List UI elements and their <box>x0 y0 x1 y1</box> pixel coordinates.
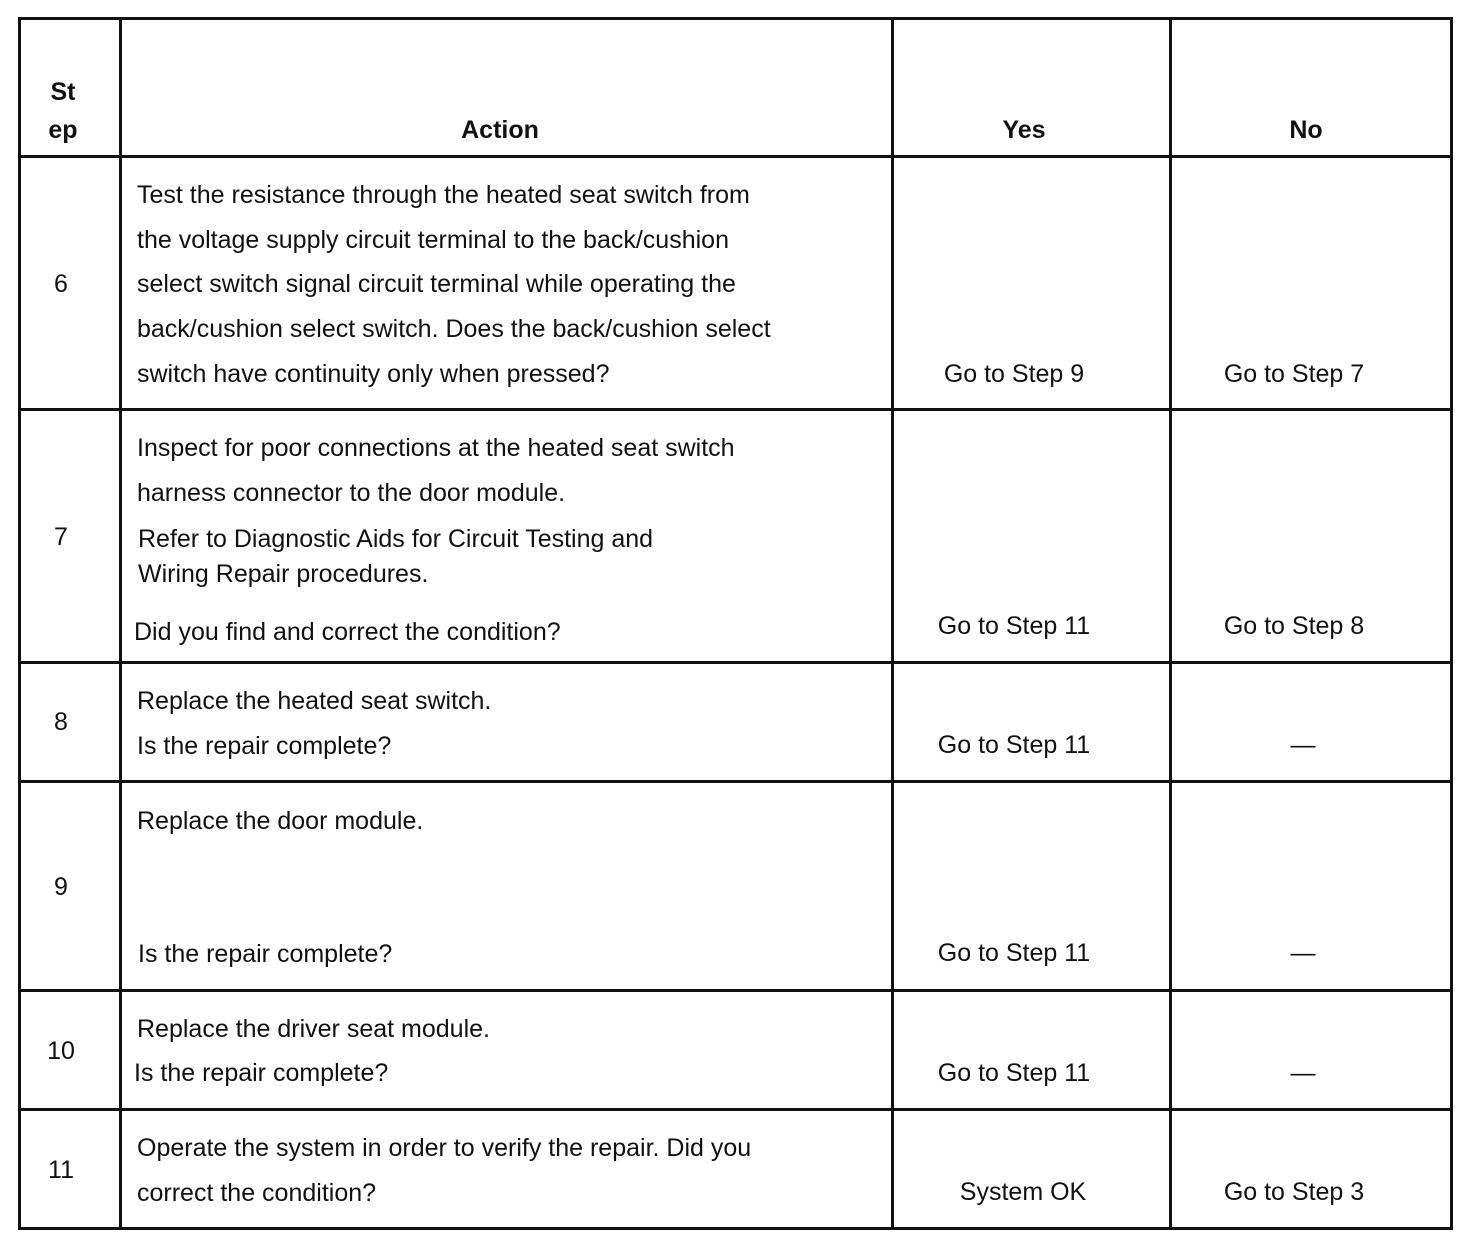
header-no: No <box>1289 116 1323 144</box>
action-text: switch have continuity only when pressed? <box>137 360 610 388</box>
no-result: Go to Step 3 <box>1223 1178 1365 1206</box>
action-text: select switch signal circuit terminal while operating the <box>137 270 736 298</box>
action-text: Did you find and correct the condition? <box>134 618 561 646</box>
action-text: Is the repair complete? <box>138 940 393 968</box>
header-step-line1: St <box>50 78 76 106</box>
action-text: Test the resistance through the heated seat switch from <box>137 181 750 209</box>
action-text: Operate the system in order to verify the repair. Did you <box>137 1134 752 1162</box>
action-text: Wiring Repair procedures. <box>138 560 429 588</box>
action-text: Replace the door module. <box>137 807 424 835</box>
action-text: the voltage supply circuit terminal to the back/cushion <box>137 226 729 254</box>
table-border-bottom <box>18 1227 1453 1230</box>
step-number: 6 <box>54 270 68 298</box>
action-text: Replace the heated seat switch. <box>137 687 492 715</box>
action-text: back/cushion select switch. Does the back/cushion select <box>137 315 771 343</box>
row-divider-10 <box>18 1108 1453 1111</box>
step-number: 11 <box>48 1156 74 1184</box>
diagnostic-table <box>18 17 1453 1230</box>
column-divider-action <box>891 17 894 1230</box>
yes-result: Go to Step 11 <box>937 731 1091 759</box>
no-result: Go to Step 8 <box>1223 612 1365 640</box>
no-result: — <box>1290 1059 1316 1087</box>
action-text: Is the repair complete? <box>137 732 392 760</box>
step-number: 9 <box>54 873 68 901</box>
no-result: Go to Step 7 <box>1223 360 1365 388</box>
header-yes: Yes <box>1002 116 1046 144</box>
yes-result: Go to Step 9 <box>943 360 1085 388</box>
action-text: Replace the driver seat module. <box>137 1015 490 1043</box>
row-divider-header <box>18 155 1453 158</box>
row-divider-9 <box>18 989 1453 992</box>
yes-result: Go to Step 11 <box>937 1059 1091 1087</box>
column-divider-yes <box>1169 17 1172 1230</box>
action-text: Inspect for poor connections at the heated seat switch <box>137 434 735 462</box>
yes-result: System OK <box>959 1178 1087 1206</box>
row-divider-6 <box>18 408 1453 411</box>
step-number: 8 <box>54 708 68 736</box>
table-border-top <box>18 17 1453 20</box>
column-divider-step <box>119 17 122 1230</box>
no-result: — <box>1290 731 1316 759</box>
action-text: harness connector to the door module. <box>137 479 566 507</box>
header-action: Action <box>461 116 539 144</box>
action-text: Refer to Diagnostic Aids for Circuit Testing and <box>138 525 654 553</box>
header-step-line2: ep <box>48 116 78 144</box>
table-border-left <box>18 17 21 1230</box>
step-number: 7 <box>54 523 68 551</box>
row-divider-7 <box>18 661 1453 664</box>
yes-result: Go to Step 11 <box>937 939 1091 967</box>
table-border-right <box>1450 17 1453 1230</box>
yes-result: Go to Step 11 <box>937 612 1091 640</box>
no-result: — <box>1290 939 1316 967</box>
action-text: Is the repair complete? <box>134 1059 389 1087</box>
step-number: 10 <box>47 1037 75 1065</box>
action-text: correct the condition? <box>137 1179 377 1207</box>
row-divider-8 <box>18 780 1453 783</box>
